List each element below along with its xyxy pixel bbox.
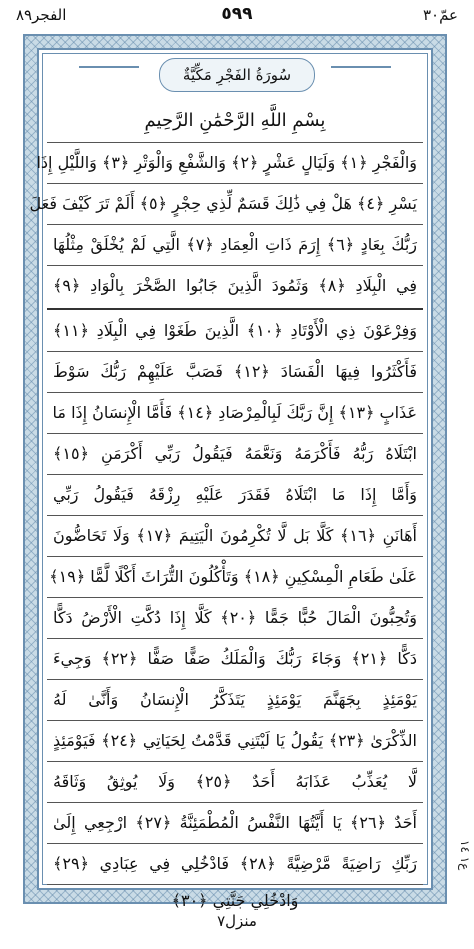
verse-line: وَتُحِبُّونَ الْمَالَ حُبًّا جَمًّا ﴿٢٠﴾ كَلَّا إِذَا دُكَّتِ الْأَرْضُ دَكًّا xyxy=(53,608,418,627)
line-divider xyxy=(47,597,423,598)
basmala-line: بِسْمِ اللَّهِ الرَّحْمَٰنِ الرَّحِيمِ xyxy=(144,110,326,131)
verse-line: رَبِّكِ رَاضِيَةً مَّرْضِيَّةً ﴿٢٨﴾ فَادْخُلِي فِي عِبَادِي ﴿٢٩﴾ xyxy=(53,854,417,873)
verse-line: يَسْرِ ﴿٤﴾ هَلْ فِي ذَٰلِكَ قَسَمٌ لِّذِي حِجْرٍ ﴿٥﴾ أَلَمْ تَرَ كَيْفَ فَعَلَ xyxy=(29,194,417,213)
juz-name-header: عمّ٣٠ xyxy=(422,6,458,24)
verse-line: الذِّكْرَىٰ ﴿٢٣﴾ يَقُولُ يَا لَيْتَنِي قَدَّمْتُ لِحَيَاتِي ﴿٢٤﴾ فَيَوْمَئِذٍ xyxy=(53,731,418,750)
banner-ornament-right xyxy=(331,66,391,68)
verse-line: وَأَمَّا إِذَا مَا ابْتَلَاهُ فَقَدَرَ عَلَيْهِ رِزْقَهُ فَيَقُولُ رَبِّي xyxy=(53,485,417,504)
verse-line: رَبُّكَ بِعَادٍ ﴿٦﴾ إِرَمَ ذَاتِ الْعِمَادِ ﴿٧﴾ الَّتِي لَمْ يُخْلَقْ مِثْلُهَا xyxy=(53,235,418,254)
banner-ornament-left xyxy=(79,66,139,68)
line-divider xyxy=(47,761,423,762)
verse-line: وَفِرْعَوْنَ ذِي الْأَوْتَادِ ﴿١٠﴾ الَّذِينَ طَغَوْا فِي الْبِلَادِ ﴿١١﴾ xyxy=(53,321,418,340)
section-divider xyxy=(47,308,423,310)
line-divider xyxy=(47,433,423,434)
verse-line: عَذَابٍ ﴿١٣﴾ إِنَّ رَبَّكَ لَبِالْمِرْصَادِ ﴿١٤﴾ فَأَمَّا الْإِنسَانُ إِذَا مَا xyxy=(52,403,417,422)
verse-line: وَالْفَجْرِ ﴿١﴾ وَلَيَالٍ عَشْرٍ ﴿٢﴾ وَالشَّفْعِ وَالْوَتْرِ ﴿٣﴾ وَاللَّيْلِ إِذَا xyxy=(36,153,417,172)
line-divider xyxy=(47,556,423,557)
verse-line: يَوْمَئِذٍ بِجَهَنَّمَ يَوْمَئِذٍ يَتَذَكَّرُ الْإِنسَانُ وَأَنَّىٰ لَهُ xyxy=(53,690,417,709)
line-divider xyxy=(47,843,423,844)
manzil-footer: منزل٧ xyxy=(217,912,257,930)
verse-line: أَهَانَنِ ﴿١٦﴾ كَلَّا بَل لَّا تُكْرِمُونَ الْيَتِيمَ ﴿١٧﴾ وَلَا تَحَاضُّونَ xyxy=(53,526,417,545)
line-divider xyxy=(47,142,423,143)
line-divider xyxy=(47,183,423,184)
page-header xyxy=(0,4,474,30)
page-number: ٥٩٩ xyxy=(221,4,253,24)
line-divider xyxy=(47,802,423,803)
line-divider xyxy=(47,679,423,680)
verse-line: عَلَىٰ طَعَامِ الْمِسْكِينِ ﴿١٨﴾ وَتَأْكُلُونَ التُّرَاثَ أَكْلًا لَّمًّا ﴿١٩﴾ xyxy=(49,567,417,586)
line-divider xyxy=(47,515,423,516)
surah-title-banner: سُورَةُ الفَجْرِ مَكِّيَّةٌ xyxy=(159,58,315,92)
verse-line: أَحَدٌ ﴿٢٦﴾ يَا أَيَّتُهَا النَّفْسُ الْمُطْمَئِنَّةُ ﴿٢٧﴾ ارْجِعِي إِلَىٰ xyxy=(53,813,417,832)
verse-line: دَكًّا ﴿٢١﴾ وَجَاءَ رَبُّكَ وَالْمَلَكُ صَفًّا صَفًّا ﴿٢٢﴾ وَجِيءَ xyxy=(53,649,417,668)
line-divider xyxy=(47,265,423,266)
line-divider xyxy=(47,351,423,352)
line-divider xyxy=(47,474,423,475)
verse-line: فَأَكْثَرُوا فِيهَا الْفَسَادَ ﴿١٢﴾ فَصَبَّ عَلَيْهِمْ رَبُّكَ سَوْطَ xyxy=(53,362,417,381)
line-divider xyxy=(47,392,423,393)
verse-line-final: وَادْخُلِي جَنَّتِي ﴿٣٠﴾ xyxy=(171,891,299,910)
line-divider xyxy=(47,884,423,885)
ruku-marker: ع١ ١٤ xyxy=(458,840,472,871)
line-divider xyxy=(47,638,423,639)
decorative-page-frame xyxy=(23,34,447,910)
line-divider xyxy=(47,224,423,225)
verse-line: فِي الْبِلَادِ ﴿٨﴾ وَثَمُودَ الَّذِينَ جَابُوا الصَّخْرَ بِالْوَادِ ﴿٩﴾ xyxy=(53,276,417,295)
text-area xyxy=(29,48,433,910)
verse-line: لَّا يُعَذِّبُ عَذَابَهُ أَحَدٌ ﴿٢٥﴾ وَلَا يُوثِقُ وَثَاقَهُ xyxy=(53,772,417,791)
verse-line: ابْتَلَاهُ رَبُّهُ فَأَكْرَمَهُ وَنَعَّمَهُ فَيَقُولُ رَبِّي أَكْرَمَنِ ﴿١٥﴾ xyxy=(53,444,417,463)
line-divider xyxy=(47,720,423,721)
surah-name-header: الفجر٨٩ xyxy=(16,6,67,24)
